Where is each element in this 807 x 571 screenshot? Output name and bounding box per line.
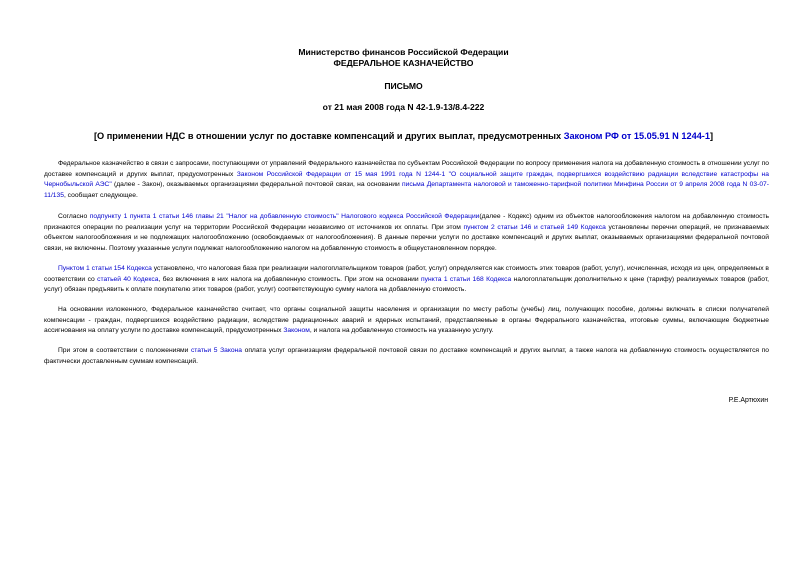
paragraph-5	[44, 346, 769, 367]
subject-text: [О применении НДС в отношении услуг по доставке компенсаций и других выплат, предусмотренных	[93, 131, 564, 141]
paragraph-text: , сообщает следующее.	[63, 191, 138, 199]
paragraph-text: установлено, что налоговая база при реализации налогоплательщиком товаров (работ, услуг) определяется как стоимость этих товаров (работ, услуг), исчисленная, исходя из цен, определяемых в соответствии со	[44, 265, 769, 283]
subject-text-end: ]	[709, 131, 714, 141]
paragraph-3	[44, 264, 769, 296]
paragraph-text: При этом в соответствии с положениями	[58, 347, 191, 354]
paragraph-text: Согласно	[58, 213, 90, 220]
ministry-name: Министерство финансов Российской Федерации	[298, 47, 509, 57]
minfin-letter-link[interactable]: письма Департамента налоговой и таможенно-тарифной политики Минфина России от 9 апреля 2008 года N 03-07-11/135	[44, 181, 769, 199]
law-article-5-link[interactable]: статьи 5 Закона	[190, 347, 242, 354]
paragraph-text: оплата услуг организациям федеральной почтовой связи по доставке компенсаций и других выплат, а также налога на добавленную стоимость осуществляется по фактически доставленным суммам компенсаций.	[44, 347, 770, 365]
article-40-link[interactable]: статьей 40 Кодекса	[97, 275, 159, 283]
law-1244-1-link[interactable]: Законом Российской Федерации от 15 мая 1991 года N 1244-1 "О социальной защите граждан, подвергшихся воздействию радиации вследствие катастрофы на Чернобыльской АЭС"	[44, 170, 769, 189]
paragraph-text: Федеральное казначейство в связи с запросами, поступающими от управлений Федерального казначейства по субъектам Российской Федерации по вопросу применения налога на добавленную стоимость в отношении услуг по доставке компенсаций и других выплат, предусмотренных	[44, 160, 769, 178]
document-type: ПИСЬМО	[384, 81, 423, 91]
paragraph-text: , без включения в них налога на добавленную стоимость. При этом на основании	[158, 275, 422, 283]
paragraph-text: налогоплательщик дополнительно к цене (тарифу) реализуемых товаров (работ, услуг) обязан предъявить к оплате покупателю этих товаров (работ, услуг) соответствующую сумму налога на добавленную стоимость.	[44, 275, 770, 294]
document-subject	[0, 131, 807, 142]
paragraph-4	[44, 305, 769, 337]
document-date-number: от 21 мая 2008 года N 42-1.9-13/8.4-222	[322, 102, 485, 112]
paragraph-text: (далее - Закон), оказываемых организациями федеральной почтовой связи, на основании	[111, 181, 402, 189]
tax-code-article-146-link[interactable]: подпункту 1 пункта 1 статьи 146 главы 21 "Налог на добавленную стоимость" Налогового кодекса Российской Федерации	[89, 213, 480, 220]
article-154-link[interactable]: Пунктом 1 статьи 154 Кодекса	[58, 265, 152, 272]
paragraph-text: (далее - Кодекс) одним из объектов налогообложения налогом на добавленную стоимость признаются операции по реализации услуг на территории Российской Федерации независимо от источников их оплаты. При этом	[44, 213, 769, 231]
paragraph-1	[44, 159, 769, 201]
paragraph-text: На основании изложенного, Федеральное казначейство считает, что органы социальной защиты населения и организации по месту работы (учебы) лиц, получающих пособие, должны включать в списки получателей компенсации - граждан, подвергшихся воздействию радиации, вследствие радиационных аварий и ядерных испытаний, представляемые в органы Федерального казначейства, итоговые суммы, включающие бюджетные ассигнования на оплату услуги по доставке компенсаций, предусмотренных	[44, 306, 769, 335]
article-168-link[interactable]: пункта 1 статьи 168 Кодекса	[421, 275, 512, 283]
articles-146-149-link[interactable]: пунктом 2 статьи 146 и статьей 149 Кодекса	[463, 223, 606, 231]
treasury-name: ФЕДЕРАЛЬНОЕ КАЗНАЧЕЙСТВО	[333, 58, 474, 68]
paragraph-text: установлены перечни операций, не признаваемых объектом налогообложения и не подлежащих налогообложению (освобождаемых от налогообложения). В данные перечни услуги по доставке компенсаций и других выплат, оказываемых организациями федеральной почтовой связи, не включены. Поэтому указанные услуги подлежат налогообложению налогом на добавленную стоимость в общеустановленном порядке.	[44, 223, 769, 252]
law-link[interactable]: Законом	[283, 327, 310, 335]
paragraph-2	[44, 212, 769, 254]
paragraph-text: , и налога на добавленную стоимость на указанную услугу.	[309, 327, 494, 335]
subject-law-link[interactable]: Законом РФ от 15.05.91 N 1244-1	[563, 131, 710, 141]
signature: Р.Е.Артюхин	[728, 397, 768, 404]
